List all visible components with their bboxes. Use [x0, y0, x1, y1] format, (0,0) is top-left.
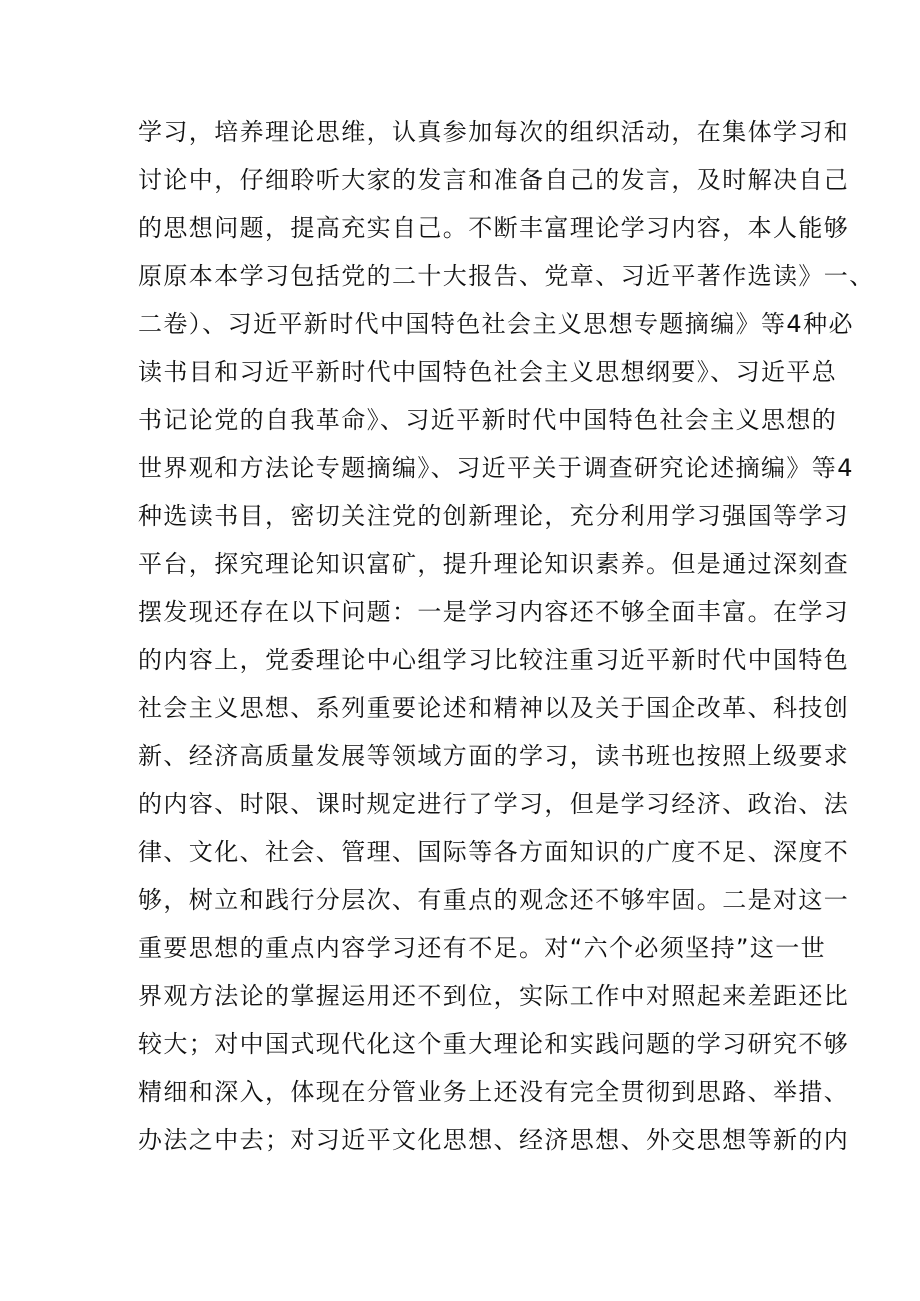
text-line: 讨论中，仔细聆听大家的发言和准备自己的发言，及时解决自己 [138, 166, 850, 194]
text-line: 社会主义思想、系列重要论述和精神以及关于国企改革、科技创 [138, 694, 850, 722]
text-line: 种选读书目，密切关注党的创新理论，充分利用学习强国等学习 [138, 502, 850, 530]
text-line: 精细和深入，体现在分管业务上还没有完全贯彻到思路、举措、 [138, 1078, 850, 1106]
text-line: 的思想问题，提高充实自己。不断丰富理论学习内容，本人能够 [138, 214, 850, 242]
text-line: 的内容上，党委理论中心组学习比较注重习近平新时代中国特色 [138, 646, 850, 674]
text-line: 世界观和方法论专题摘编》、习近平关于调查研究论述摘编》等4 [138, 454, 854, 482]
text-line: 新、经济高质量发展等领域方面的学习，读书班也按照上级要求 [138, 742, 850, 770]
text-line: 平台，探究理论知识富矿，提升理论知识素养。但是通过深刻查 [138, 550, 850, 578]
text-line: 够，树立和践行分层次、有重点的观念还不够牢固。二是对这一 [138, 886, 850, 914]
text-line: 重要思想的重点内容学习还有不足。对“六个必须坚持”这一世 [138, 934, 827, 962]
text-line: 的内容、时限、课时规定进行了学习，但是学习经济、政治、法 [138, 790, 850, 818]
text-line: 二卷）、习近平新时代中国特色社会主义思想专题摘编》等4种必 [138, 310, 854, 338]
text-line: 较大；对中国式现代化这个重大理论和实践问题的学习研究不够 [138, 1030, 850, 1058]
text-line: 办法之中去；对习近平文化思想、经济思想、外交思想等新的内 [138, 1126, 850, 1154]
text-line: 学习，培养理论思维，认真参加每次的组织活动，在集体学习和 [138, 118, 850, 146]
text-line: 原原本本学习包括党的二十大报告、党章、习近平著作选读》一、 [138, 262, 875, 290]
text-line: 律、文化、社会、管理、国际等各方面知识的广度不足、深度不 [138, 838, 850, 866]
text-line: 读书目和习近平新时代中国特色社会主义思想纲要》、习近平总 [138, 358, 838, 386]
text-line: 书记论党的自我革命》、习近平新时代中国特色社会主义思想的 [138, 406, 838, 434]
text-line: 摆发现还存在以下问题：一是学习内容还不够全面丰富。在学习 [138, 598, 850, 626]
body-text [138, 108, 875, 1164]
text-line: 界观方法论的掌握运用还不到位，实际工作中对照起来差距还比 [138, 982, 850, 1010]
